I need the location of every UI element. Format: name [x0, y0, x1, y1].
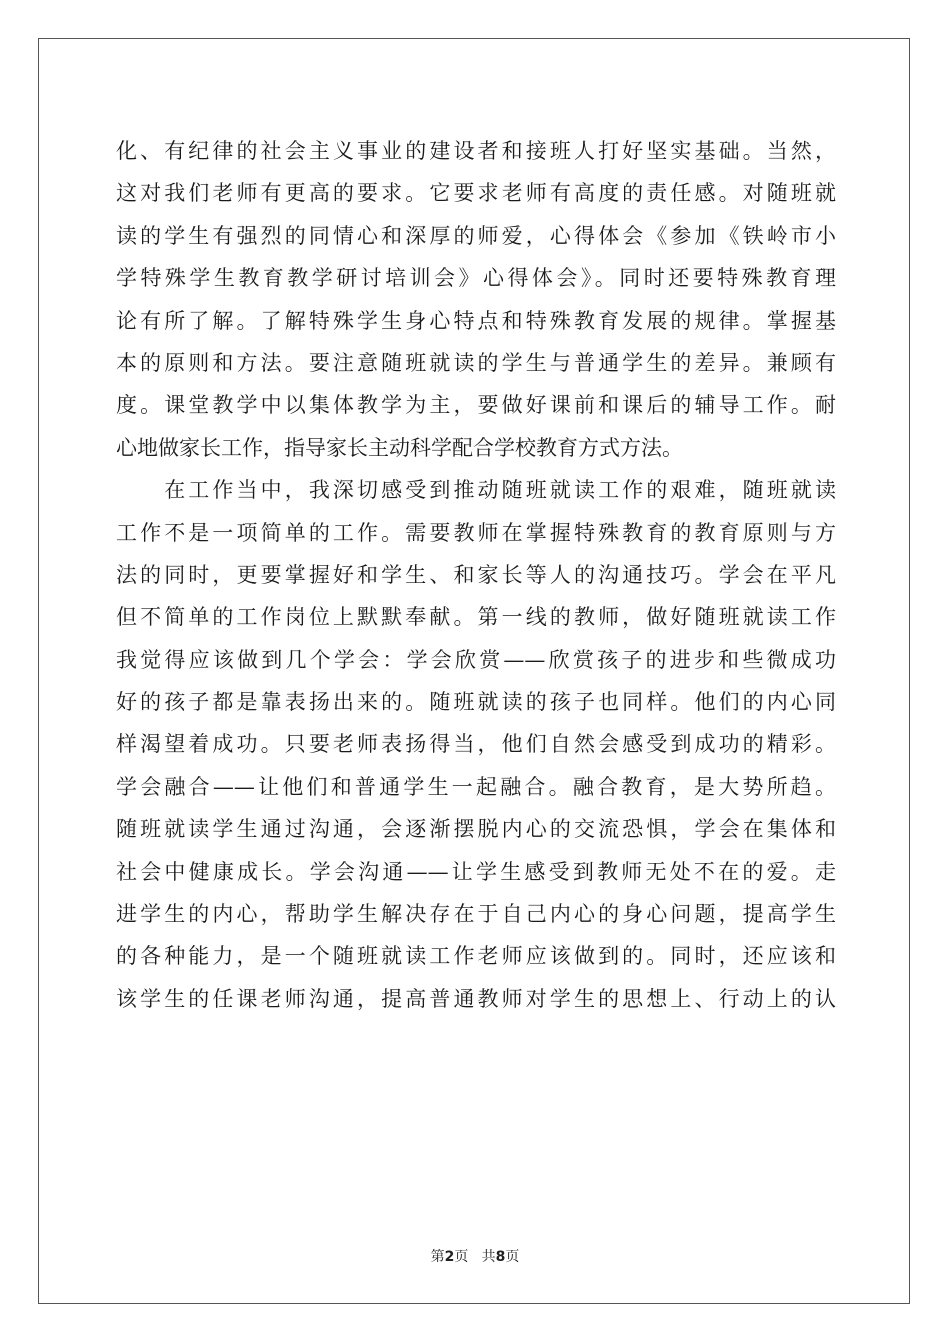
text-line: 我觉得应该做到几个学会：学会欣赏——欣赏孩子的进步和些微成功 [116, 647, 836, 672]
text-line: 度。课堂教学中以集体教学为主，要做好课前和课后的辅导工作。耐 [116, 393, 836, 418]
text-line: 好的孩子都是靠表扬出来的。随班就读的孩子也同样。他们的内心同 [116, 690, 836, 715]
text-line: 化、有纪律的社会主义事业的建设者和接班人打好坚实基础。当然， [116, 139, 836, 163]
page-number: 2 [444, 1249, 455, 1265]
text-line: 在工作当中，我深切感受到推动随班就读工作的艰难，随班就读 [116, 478, 836, 503]
text-line: 社会中健康成长。学会沟通——让学生感受到教师无处不在的爱。走 [116, 859, 836, 884]
total-prefix: 共 [481, 1249, 496, 1265]
text-line: 该学生的任课老师沟通，提高普通教师对学生的思想上、行动上的认 [116, 986, 836, 1011]
text-line: 学会融合——让他们和普通学生一起融合。融合教育，是大势所趋。 [116, 774, 836, 799]
text-line: 样渴望着成功。只要老师表扬得当，他们自然会感受到成功的精彩。 [116, 732, 836, 757]
text-line: 随班就读学生通过沟通，会逐渐摆脱内心的交流恐惧，学会在集体和 [116, 817, 836, 842]
text-line: 读的学生有强烈的同情心和深厚的师爱，心得体会《参加《铁岭市小 [116, 223, 836, 248]
text-line: 进学生的内心，帮助学生解决存在于自己内心的身心问题，提高学生 [116, 902, 836, 927]
text-line: 的各种能力，是一个随班就读工作老师应该做到的。同时，还应该和 [116, 944, 836, 969]
total-pages: 8 [495, 1249, 506, 1265]
text-line: 但不简单的工作岗位上默默奉献。第一线的教师，做好随班就读工作 [116, 605, 836, 630]
text-line: 心地做家长工作，指导家长主动科学配合学校教育方式方法。 [116, 435, 683, 460]
text-line: 论有所了解。了解特殊学生身心特点和特殊教育发展的规律。掌握基 [116, 308, 836, 333]
text-line: 学特殊学生教育教学研讨培训会》心得体会》。同时还要特殊教育理 [116, 266, 836, 291]
document-body [116, 130, 836, 1020]
page-prefix: 第 [430, 1249, 445, 1265]
page-suffix: 页 [454, 1249, 469, 1265]
text-line: 本的原则和方法。要注意随班就读的学生与普通学生的差异。兼顾有 [116, 350, 836, 375]
text-line: 工作不是一项简单的工作。需要教师在掌握特殊教育的教育原则与方 [116, 520, 836, 545]
text-line: 这对我们老师有更高的要求。它要求老师有高度的责任感。对随班就 [116, 181, 836, 206]
total-suffix: 页 [505, 1249, 520, 1265]
text-line: 法的同时，更要掌握好和学生、和家长等人的沟通技巧。学会在平凡 [116, 562, 836, 587]
page-footer [0, 1246, 950, 1266]
